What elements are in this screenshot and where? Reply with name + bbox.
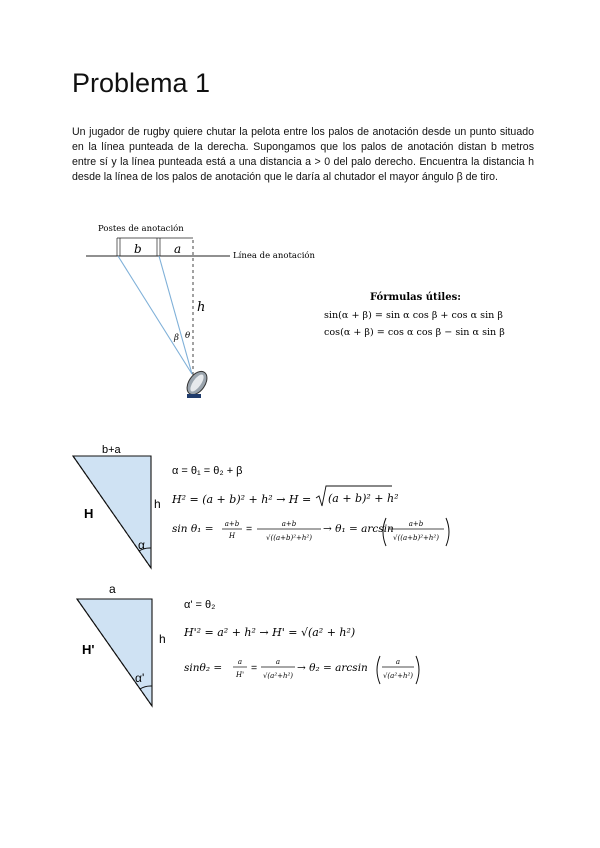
eq1-3-lhs: sin θ₁ = (172, 523, 214, 535)
eq2-1: α' = θ₂ (184, 599, 216, 611)
eq1-3-f1-den: H (228, 532, 236, 540)
eq1-2-sqrt (316, 486, 399, 506)
eq1-3-mid: → θ₁ = arcsin (323, 523, 394, 535)
eq1-3-f1-num: a+b (224, 520, 240, 528)
eq1-3-paren-right (446, 518, 449, 546)
triangle-2-equations (183, 599, 419, 684)
eq1-3-f2-den: √((a+b)²+h²) (266, 534, 312, 542)
ray-right-post (159, 256, 192, 374)
eq1-3-f2-num: a+b (281, 520, 297, 528)
problem-statement: Un jugador de rugby quiere chutar la pelota entre los palos de anotación desde un punto situado en la línea punteada de la derecha. Supongamos que los palos de anotación distan b metros entre sí y la línea punteada está a una distancia a > 0 del palo derecho. Encuentra la distancia h desde la línea de los palos de anotación que le daría al chutador el mayor ángulo β de tiro. (72, 126, 534, 183)
eq1-2-lhs: H² = (a + b)² + h² → H = (172, 493, 312, 506)
theta-label: θ (185, 331, 191, 341)
rugby-diagram (86, 223, 316, 398)
eq2-3-f2-num: a (275, 658, 281, 666)
eq2-3-lhs: sinθ₂ = (184, 662, 223, 674)
eq1-3-arg-den: √((a+b)²+h²) (393, 534, 439, 542)
useful-formulas (324, 292, 505, 338)
triangle-2-side-label: h (159, 632, 166, 646)
triangle-1-equations (171, 465, 449, 546)
triangle-1-top-label: b+a (102, 444, 121, 456)
eq1-3-eq: = (246, 523, 253, 535)
triangle-2-top-label: a (109, 582, 116, 596)
triangle-1-side-label: h (154, 497, 161, 511)
triangle-2 (77, 582, 166, 706)
beta-label: β (174, 333, 179, 343)
eq2-3-f1-num: a (237, 658, 243, 666)
eq1-1: α = θ₁ = θ₂ + β (172, 465, 243, 477)
eq1-2-radicand: (a + b)² + h² (328, 492, 399, 505)
formula-cos: cos(α + β) = cos α cos β − sin α sin β (324, 327, 505, 338)
rugby-ball-icon (183, 368, 211, 398)
eq2-3-paren-left (377, 656, 380, 684)
eq2-2: H'² = a² + h² → H' = √(a² + h²) (184, 626, 356, 639)
formula-sin: sin(α + β) = sin α cos β + cos α sin β (324, 310, 503, 321)
triangle-2-hyp-label: H' (82, 642, 95, 657)
formulas-title: Fórmulas útiles: (370, 292, 461, 303)
eq2-3-f2-den: √(a²+h²) (262, 672, 294, 680)
eq1-3-arg-num: a+b (408, 520, 424, 528)
page-title: Problema 1 (72, 68, 211, 98)
a-label: a (174, 242, 182, 256)
posts-label: Postes de anotación (98, 224, 184, 234)
eq2-3-paren-right (416, 656, 419, 684)
ray-left-post (118, 256, 192, 374)
triangle-2-angle-label: α' (135, 671, 145, 685)
eq2-3-arg-num: a (395, 658, 401, 666)
eq2-3-f1-den: H' (235, 671, 245, 679)
triangle-1 (73, 444, 161, 568)
goal-line-label: Línea de anotación (233, 251, 316, 261)
triangle-1-hyp-label: H (84, 506, 94, 521)
eq2-3-mid: → θ₂ = arcsin (297, 662, 368, 674)
eq2-3-eq: = (251, 662, 258, 674)
triangle-1-angle-label: α (138, 538, 145, 552)
h-label: h (197, 300, 206, 315)
b-label: b (134, 242, 142, 256)
eq2-3-arg-den: √(a²+h²) (382, 672, 414, 680)
